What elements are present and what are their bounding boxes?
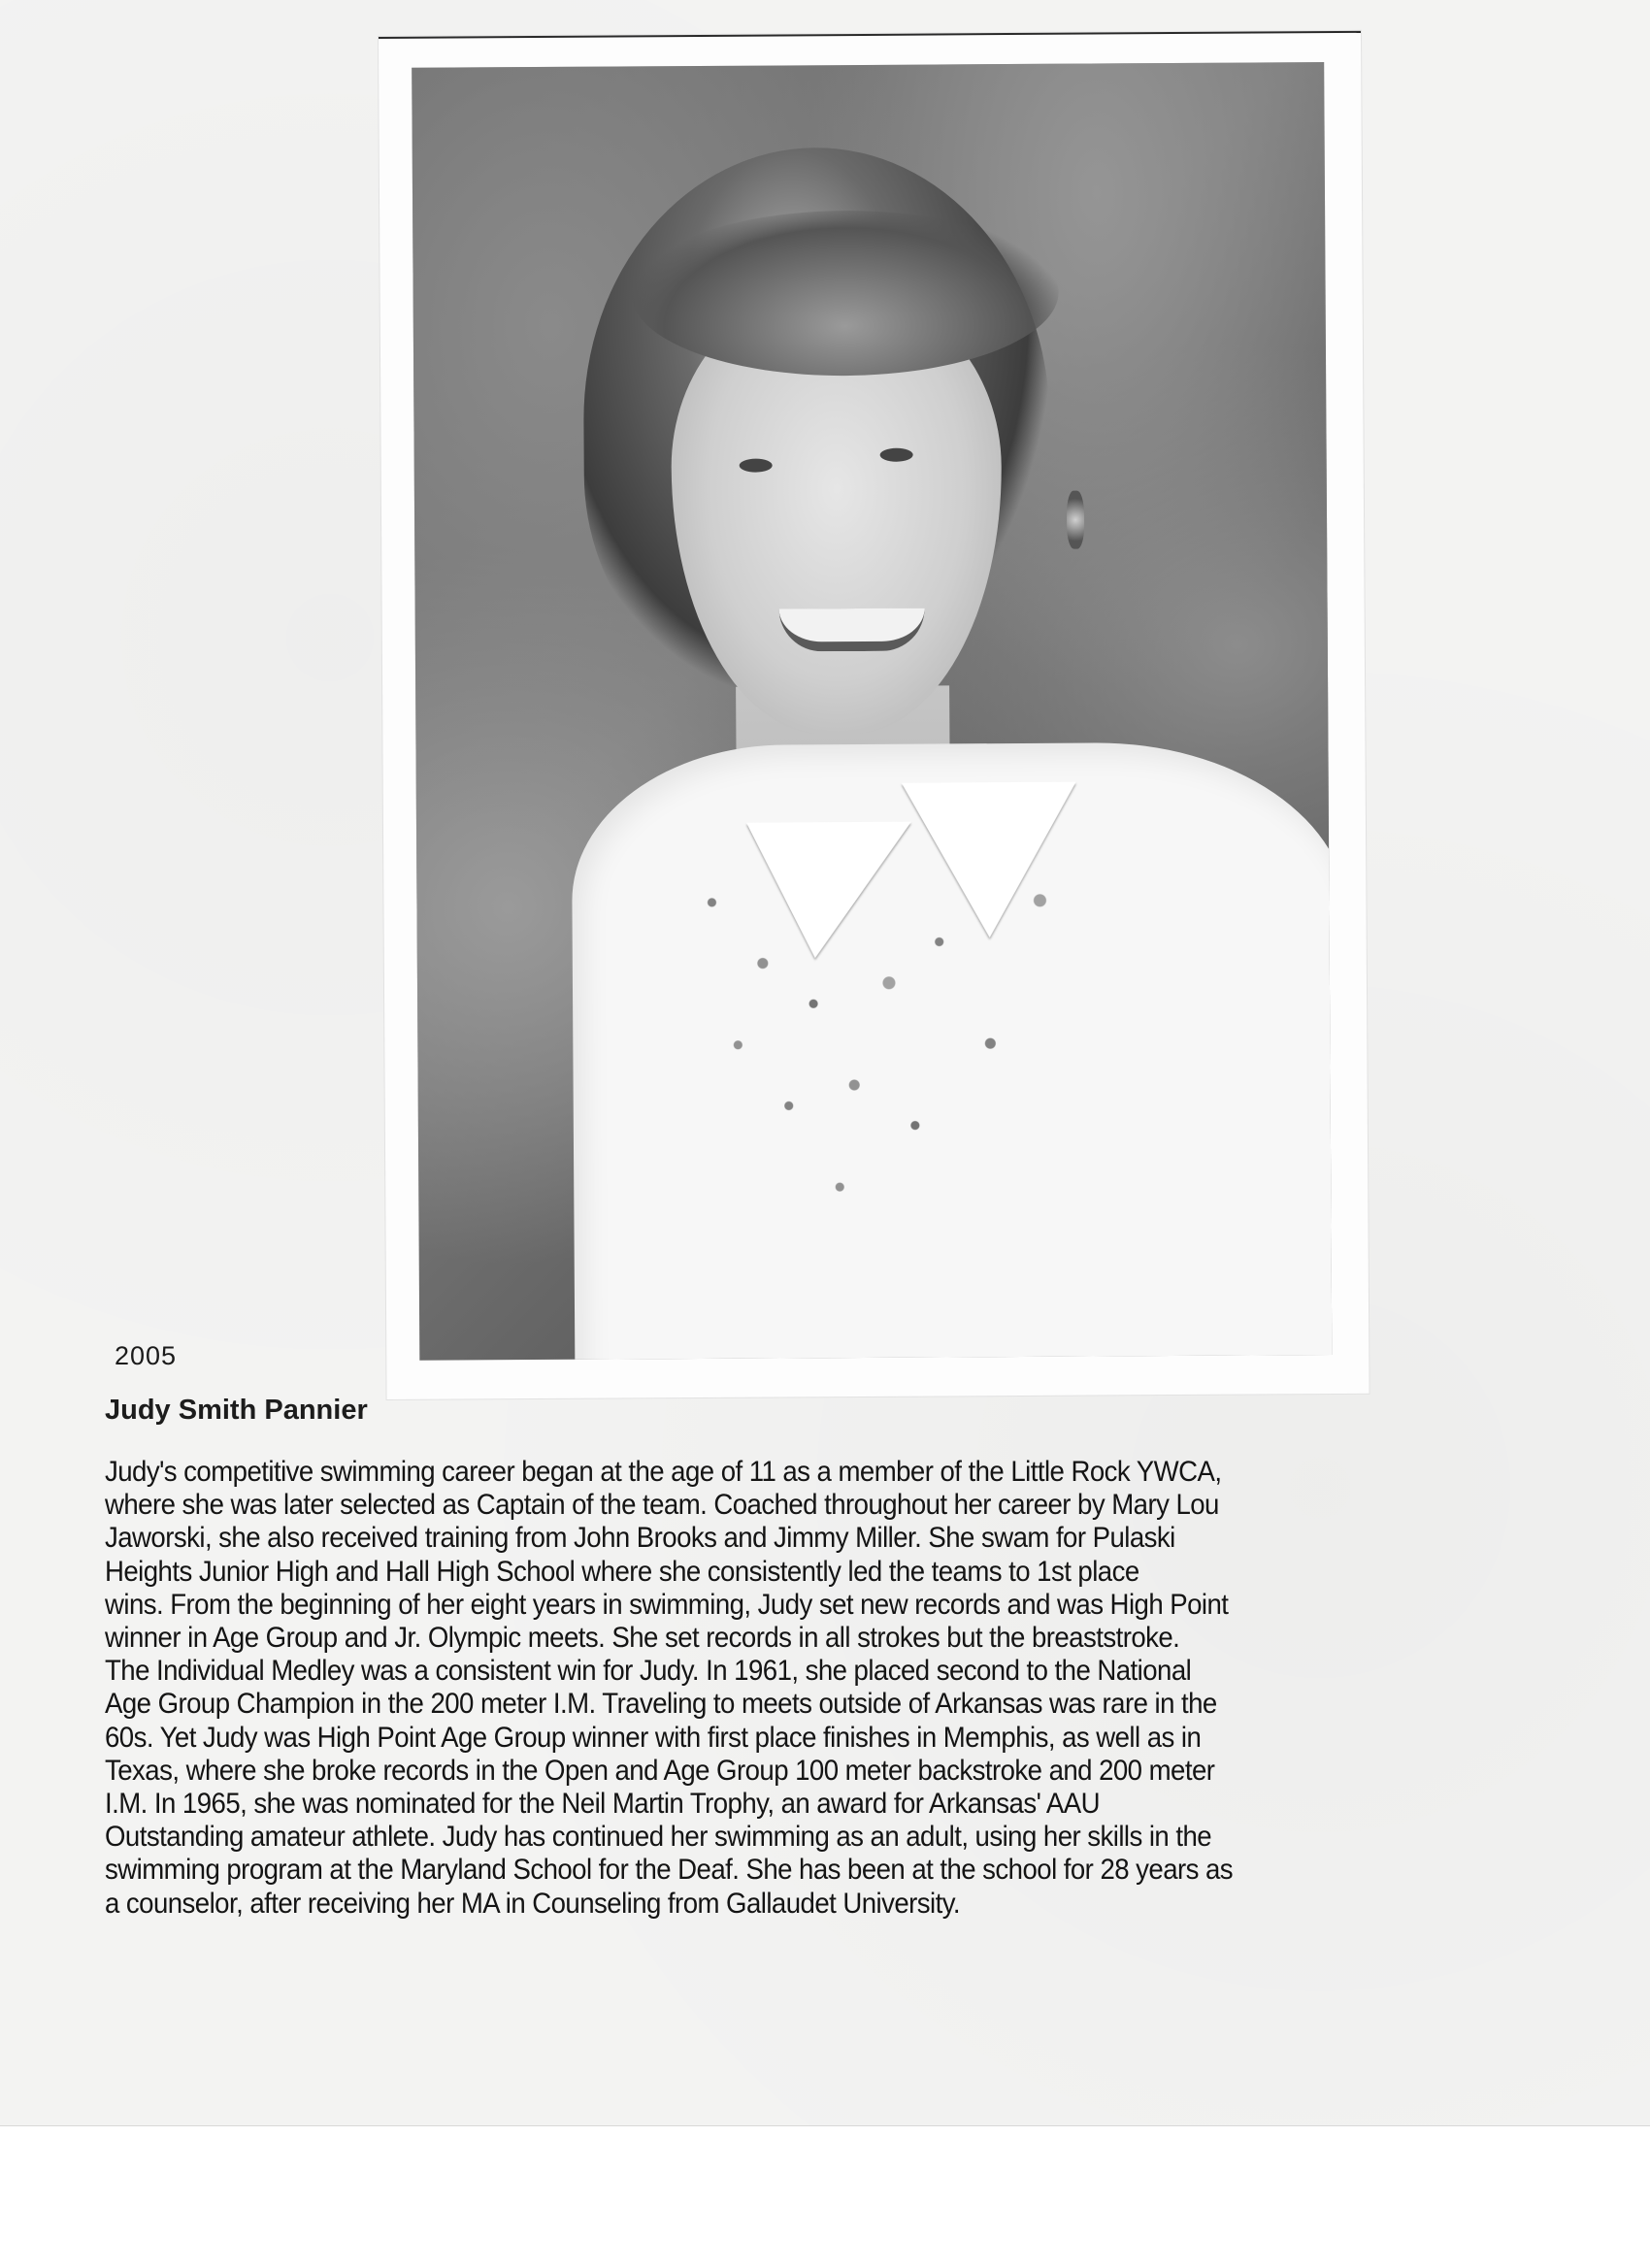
bio-line: swimming program at the Maryland School for the Deaf. She has been at the school for 28 years as [105,1854,1234,1887]
inductee-name: Judy Smith Pannier [105,1395,368,1426]
bio-line: a counselor, after receiving her MA in Counseling from Gallaudet University. [105,1887,961,1920]
bio-line: Age Group Champion in the 200 meter I.M. Traveling to meets outside of Arkansas was rare in the [105,1688,1217,1721]
bio-line: winner in Age Group and Jr. Olympic meets. She set records in all strokes but the breaststroke. [105,1622,1180,1655]
bio-line: The Individual Medley was a consistent win for Judy. In 1961, she placed second to the National [105,1655,1192,1688]
portrait-photo [412,62,1332,1361]
bio-line: 60s. Yet Judy was High Point Age Group winner with first place finishes in Memphis, as well as in [105,1721,1202,1754]
portrait-beadwork [610,859,1118,1269]
photo-print [379,31,1370,1399]
induction-year: 2005 [115,1341,178,1370]
bio-line: Jaworski, she also received training from John Brooks and Jimmy Miller. She swam for Pulaski [105,1522,1175,1555]
bio-line: I.M. In 1965, she was nominated for the Neil Martin Trophy, an award for Arkansas' AAU [105,1788,1101,1821]
bio-line: where she was later selected as Captain of the team. Coached throughout her career by Mary Lou [105,1489,1219,1522]
biography-paragraph [105,1456,1498,1921]
bio-line: Judy's competitive swimming career began at the age of 11 as a member of the Little Rock YWCA, [105,1456,1222,1488]
bio-line: Texas, where she broke records in the Open and Age Group 100 meter backstroke and 200 meter [105,1754,1215,1787]
bio-line: Heights Junior High and Hall High School where she consistently led the teams to 1st place [105,1555,1139,1588]
portrait-smile [779,608,925,652]
portrait-earring [1067,491,1084,549]
scanner-bed-margin [0,2125,1650,2268]
bio-line: wins. From the beginning of her eight years in swimming, Judy set new records and was High Point [105,1588,1229,1621]
bio-line: Outstanding amateur athlete. Judy has continued her swimming as an adult, using her skills in the [105,1821,1212,1854]
